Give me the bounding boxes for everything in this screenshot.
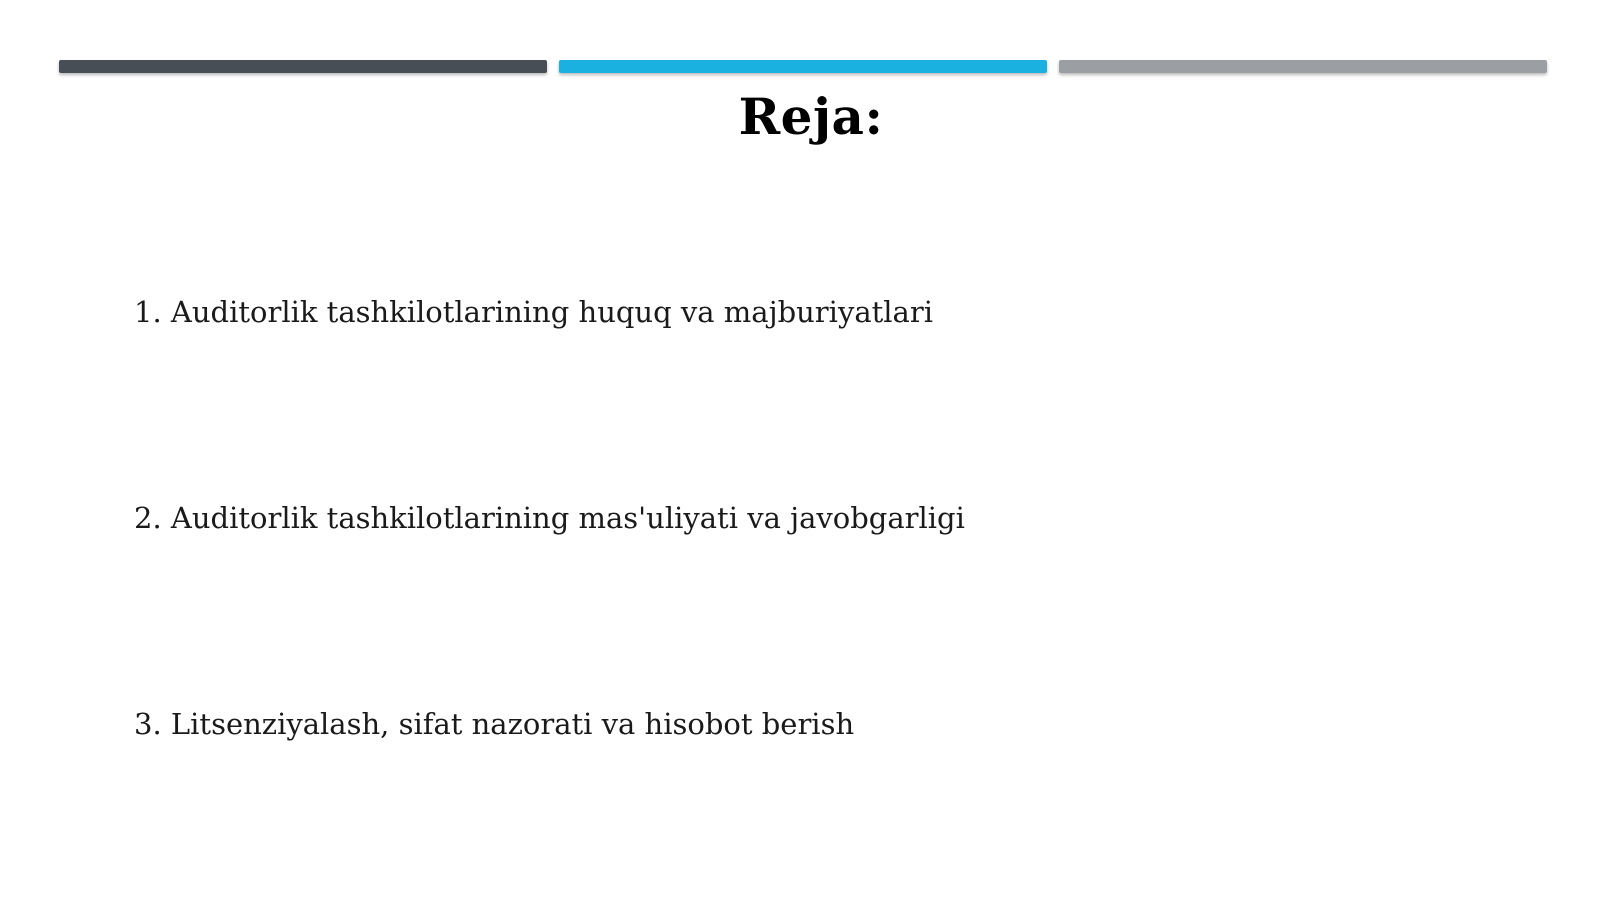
plan-list (134, 290, 965, 908)
accent-bar-blue (559, 60, 1047, 73)
plan-item: 3. Litsenziyalash, sifat nazorati va hisobot berish (134, 707, 855, 741)
accent-bar-dark (59, 60, 547, 73)
accent-bar-gray (1059, 60, 1547, 73)
slide-title: Reja: (738, 87, 884, 146)
plan-item: 2. Auditorlik tashkilotlarining mas'uliyati va javobgarligi (134, 501, 965, 535)
plan-item: 1. Auditorlik tashkilotlarining huquq va majburiyatlari (134, 295, 933, 329)
